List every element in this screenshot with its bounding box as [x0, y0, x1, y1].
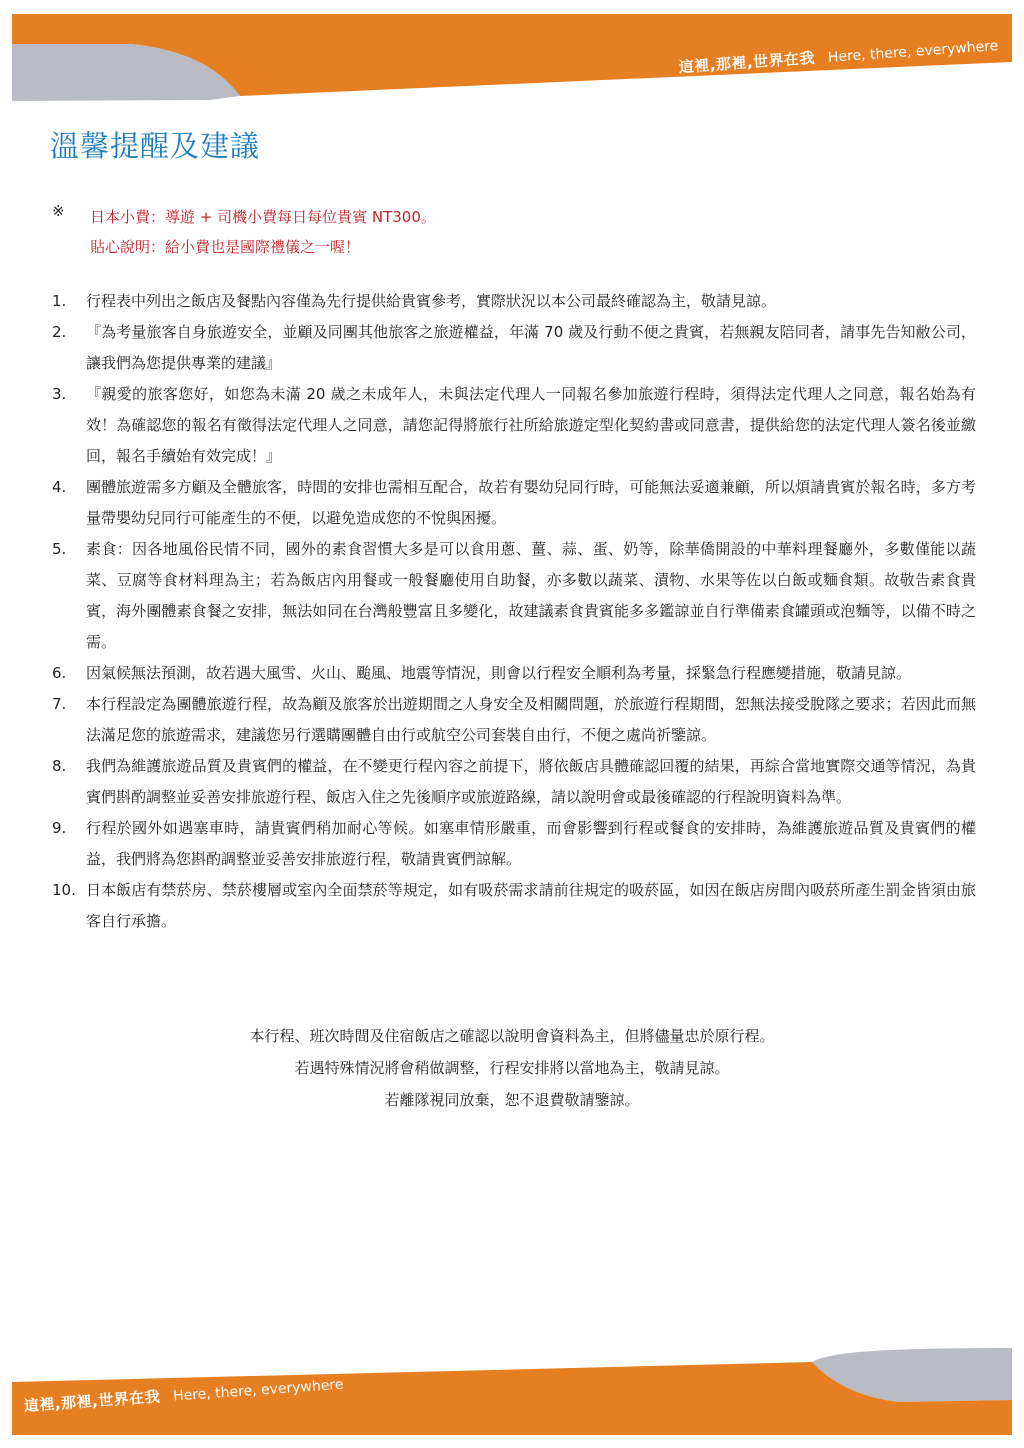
notice-line: 日本小費：導遊 + 司機小費每日每位貴賓 NT300。 — [90, 208, 436, 226]
reference-mark: ※ — [52, 202, 65, 220]
item-number: 7. — [52, 695, 67, 713]
list-item — [52, 875, 976, 937]
closing-line: 若遇特殊情況將會稍做調整，行程安排將以當地為主，敬請見諒。 — [294, 1059, 730, 1077]
notice-line: 貼心說明：給小費也是國際禮儀之一喔！ — [90, 238, 361, 256]
list-item — [52, 658, 976, 689]
item-number: 4. — [52, 478, 67, 496]
slogan-en: Here, there, everywhere — [172, 1376, 344, 1405]
closing-line: 本行程、班次時間及住宿飯店之確認以說明會資料為主，但將儘量忠於原行程。 — [249, 1027, 775, 1045]
item-number: 1. — [52, 292, 67, 310]
item-number: 9. — [52, 819, 67, 837]
item-text: 團體旅遊需多方顧及全體旅客，時間的安排也需相互配合，故若有嬰幼兒同行時，可能無法妥適兼顧，所以煩請貴賓於報名時，多方考量帶嬰幼兒同行可能產生的不便，以避免造成您的不悅與困擾。 — [86, 478, 976, 527]
closing-notes — [0, 1020, 1024, 1116]
slogan-zh: 這裡,那裡,世界在我 — [678, 48, 816, 77]
list-item — [52, 379, 976, 472]
item-text: 『為考量旅客自身旅遊安全，並顧及同團其他旅客之旅遊權益，年滿 70 歲及行動不便之貴賓，若無親友陪同者，請事先告知敝公司，讓我們為您提供專業的建議』 — [86, 323, 976, 372]
list-item — [52, 317, 976, 379]
list-item — [52, 813, 976, 875]
item-number: 5. — [52, 540, 67, 558]
page-title: 溫馨提醒及建議 — [50, 129, 261, 163]
item-number: 2. — [52, 323, 67, 341]
list-item — [52, 286, 976, 317]
tips-list — [52, 286, 976, 937]
item-number: 8. — [52, 757, 67, 775]
list-item — [52, 534, 976, 658]
tipping-notice — [52, 202, 952, 262]
item-text: 本行程設定為團體旅遊行程，故為顧及旅客於出遊期間之人身安全及相關問題，於旅遊行程期間，恕無法接受脫隊之要求；若因此而無法滿足您的旅遊需求，建議您另行選購團體自由行或航空公司套裝自由行，不便之處尚祈鑒諒。 — [86, 695, 976, 744]
list-item — [52, 689, 976, 751]
item-text: 行程於國外如遇塞車時，請貴賓們稍加耐心等候。如塞車情形嚴重，而會影響到行程或餐食的安排時，為維護旅遊品質及貴賓們的權益，我們將為您斟酌調整並妥善安排旅遊行程，敬請貴賓們諒解。 — [86, 819, 976, 868]
item-text: 日本飯店有禁菸房、禁菸樓層或室內全面禁菸等規定，如有吸菸需求請前往規定的吸菸區，如因在飯店房間內吸菸所產生罰金皆須由旅客自行承擔。 — [86, 881, 976, 930]
closing-line: 若離隊視同放棄，恕不退費敬請鑒諒。 — [384, 1091, 640, 1109]
item-text: 行程表中列出之飯店及餐點內容僅為先行提供給貴賓參考，實際狀況以本公司最終確認為主，敬請見諒。 — [86, 292, 777, 310]
item-number: 3. — [52, 385, 67, 403]
item-text: 『親愛的旅客您好，如您為未滿 20 歲之未成年人，未與法定代理人一同報名參加旅遊行程時，須得法定代理人之同意，報名始為有效！為確認您的報名有徵得法定代理人之同意，請您記得將旅行社所給旅遊定型化契約書或同意書，提供給您的法定代理人簽名後並繳回，報名手續始有效完成！』 — [86, 385, 976, 465]
slogan-en: Here, there, everywhere — [827, 38, 999, 66]
item-number: 10. — [52, 881, 76, 899]
item-text: 我們為維護旅遊品質及貴賓們的權益，在不變更行程內容之前提下，將依飯店具體確認回覆的結果，再綜合當地實際交通等情況，為貴賓們斟酌調整並妥善安排旅遊行程、飯店入住之先後順序或旅遊路線，請以說明會或最後確認的行程說明資料為準。 — [86, 757, 976, 806]
list-item — [52, 751, 976, 813]
list-item — [52, 472, 976, 534]
item-number: 6. — [52, 664, 67, 682]
item-text: 素食：因各地風俗民情不同，國外的素食習慣大多是可以食用蔥、薑、蒜、蛋、奶等，除華僑開設的中華料理餐廳外，多數僅能以蔬菜、豆腐等食材料理為主；若為飯店內用餐或一般餐廳使用自助餐，亦多數以蔬菜、漬物、水果等佐以白飯或麵食類。故敬告素食貴賓，海外團體素食餐之安排，無法如同在台灣般豐富且多變化，故建議素食貴賓能多多鑑諒並自行準備素食罐頭或泡麵等，以備不時之需。 — [86, 540, 976, 651]
slogan-zh: 這裡,那裡,世界在我 — [23, 1387, 161, 1415]
item-text: 因氣候無法預測，故若遇大風雪、火山、颱風、地震等情況，則會以行程安全順利為考量，採緊急行程應變措施，敬請見諒。 — [86, 664, 912, 682]
